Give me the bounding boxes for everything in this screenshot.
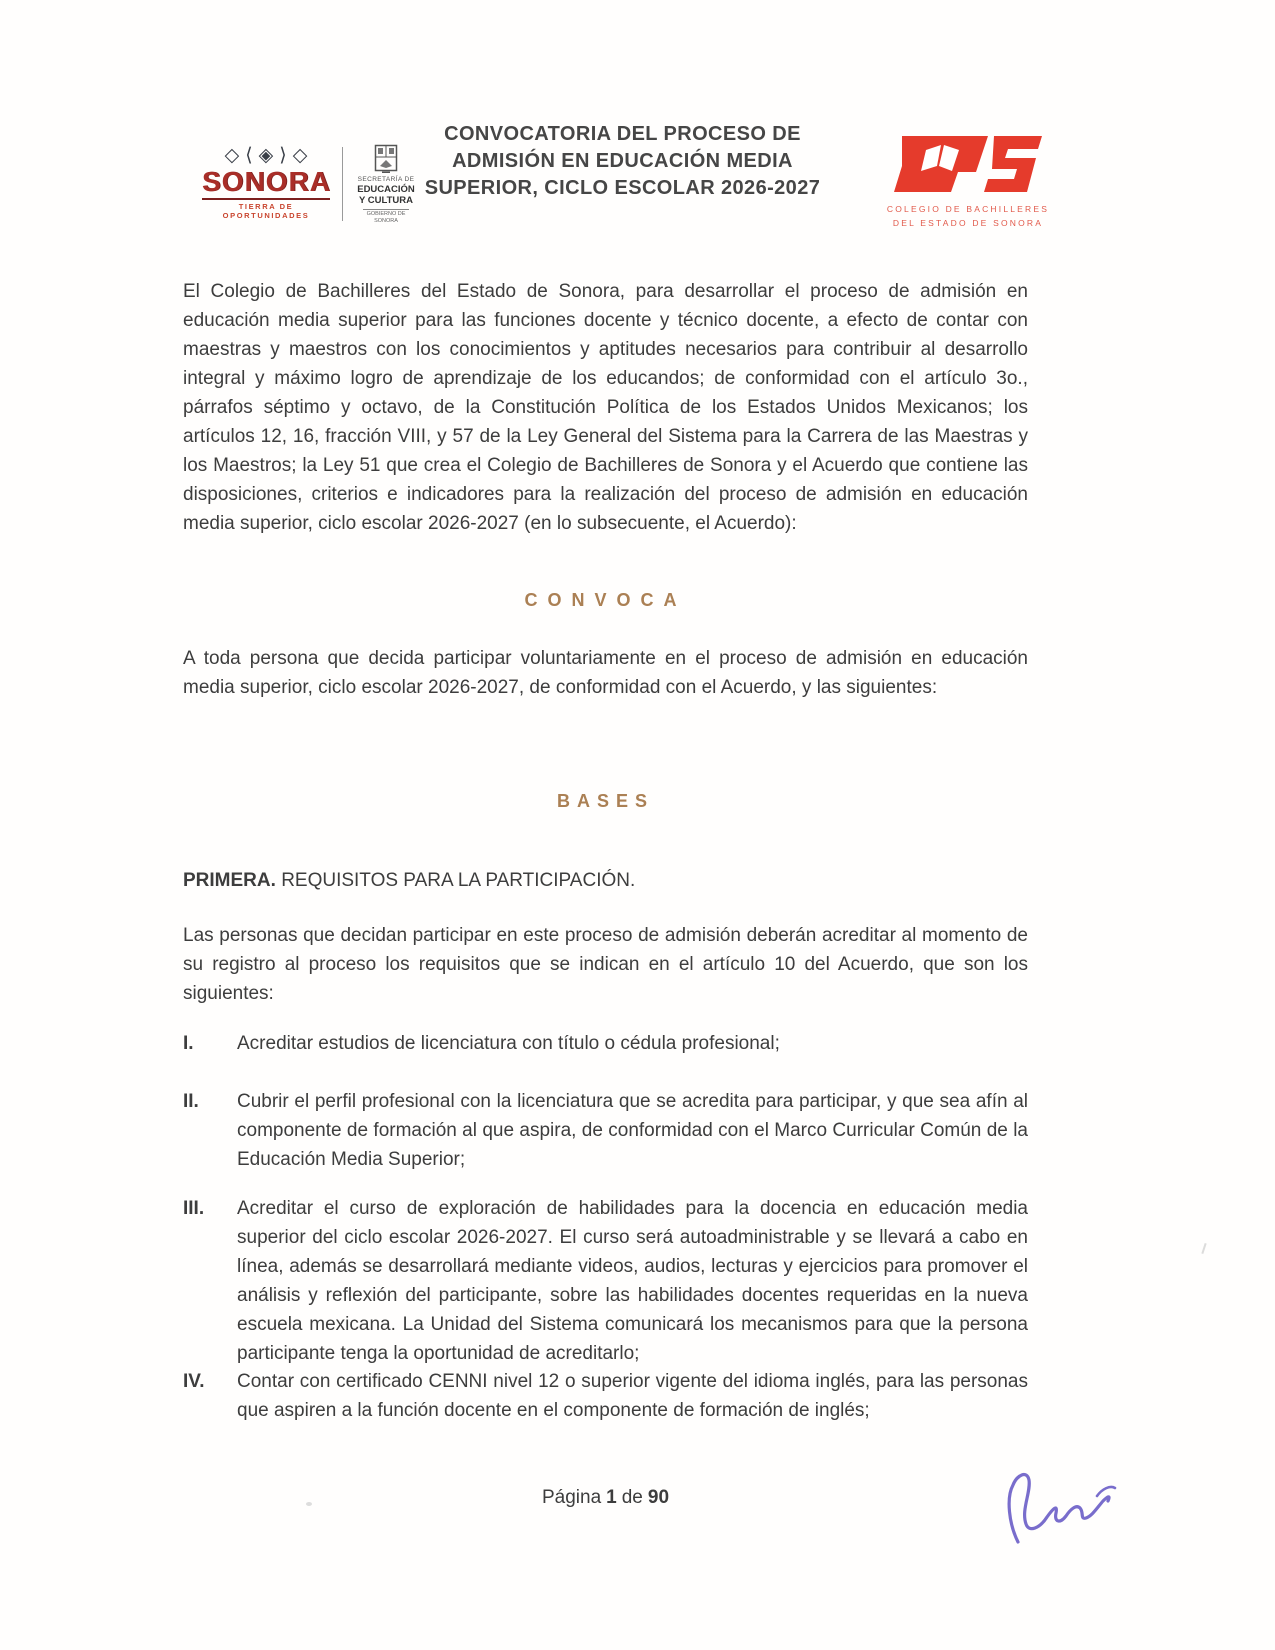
list-item-1-text: Acreditar estudios de licenciatura con título o cédula profesional; bbox=[237, 1033, 780, 1054]
primera-heading bbox=[183, 866, 1028, 895]
intro-paragraph: El Colegio de Bachilleres del Estado de Sonora, para desarrollar el proceso de admisión en educación media superior para las funciones docente y técnico docente, a efecto de contar con maestras y maestros con los conocimientos y aptitudes necesarios para contribuir al desarrollo integral y máximo logro de aprendizaje de los educandos; de conformidad con el artículo 3o., párrafos séptimo y octavo, de la Constitución Política de los Estados Unidos Mexicanos; los artículos 12, 16, fracción VIII, y 57 de la Ley General del Sistema para la Carrera de las Maestras y los Maestros; la Ley 51 que crea el Colegio de Bachilleres de Sonora y el Acuerdo que contiene las disposiciones, criterios e indicadores para la realización del proceso de admisión en educación media superior, ciclo escolar 2026-2027 (en lo subsecuente, el Acuerdo): bbox=[183, 281, 1028, 534]
title-line-2: ADMISIÓN EN EDUCACIÓN MEDIA bbox=[452, 150, 793, 172]
cobach-caption-line2: DEL ESTADO DE SONORA bbox=[892, 218, 1044, 228]
list-item-4-numeral: IV. bbox=[183, 1371, 205, 1392]
page-footer bbox=[183, 1486, 1028, 1510]
cobach-caption-line1: COLEGIO DE BACHILLERES bbox=[886, 204, 1050, 214]
cobach-logo bbox=[877, 132, 1059, 229]
convoca-paragraph: A toda persona que decida participar voluntariamente en el proceso de admisión en educación media superior, ciclo escolar 2026-2027, de conformidad con el Acuerdo, y las siguientes: bbox=[183, 648, 1028, 698]
list-item-3 bbox=[183, 1194, 1028, 1368]
requisitos-paragraph: Las personas que decidan participar en este proceso de admisión deberán acreditar al momento de su registro al proceso los requisitos que se indican en el artículo 10 del Acuerdo, que son los siguientes: bbox=[183, 925, 1028, 1004]
secretaria-line2: EDUCACIÓN bbox=[357, 184, 415, 195]
scan-speck bbox=[1201, 1243, 1206, 1254]
list-item-4-text: Contar con certificado CENNI nivel 12 o superior vigente del idioma inglés, para las personas que aspiren a la función docente en el componente de formación de inglés; bbox=[237, 1371, 1028, 1421]
scan-speck bbox=[306, 1502, 312, 1506]
sonora-wordmark: SONORA bbox=[202, 166, 331, 197]
footer-page-number: 1 bbox=[606, 1487, 617, 1508]
list-item-2-numeral: II. bbox=[183, 1091, 199, 1112]
gobierno-sonora-label: GOBIERNO DE SONORA bbox=[363, 209, 409, 225]
title-line-3: SUPERIOR, CICLO ESCOLAR 2026-2027 bbox=[424, 177, 821, 199]
secretaria-line1: SECRETARÍA DE bbox=[357, 176, 415, 183]
primera-label: PRIMERA. bbox=[183, 870, 276, 891]
list-item-4 bbox=[183, 1367, 1028, 1425]
secretaria-crest-icon bbox=[374, 144, 398, 174]
sonora-logo bbox=[202, 144, 330, 220]
list-item-1-numeral: I. bbox=[183, 1033, 194, 1054]
sonora-diamonds-icon: ◇⟨◈⟩◇ bbox=[224, 145, 314, 166]
cobach-cb-monogram-icon bbox=[888, 132, 1048, 196]
document-title bbox=[400, 121, 845, 202]
handwritten-signature bbox=[1002, 1458, 1127, 1553]
bases-heading: BASES bbox=[556, 791, 654, 811]
footer-page-label: Página bbox=[541, 1487, 602, 1508]
list-item-2 bbox=[183, 1087, 1028, 1174]
footer-of-label: de bbox=[621, 1487, 643, 1508]
footer-total-pages: 90 bbox=[647, 1487, 670, 1508]
sonora-tagline: TIERRA DE OPORTUNIDADES bbox=[202, 198, 330, 220]
list-item-3-numeral: III. bbox=[183, 1198, 205, 1219]
title-line-1: CONVOCATORIA DEL PROCESO DE bbox=[444, 123, 801, 145]
list-item-2-text: Cubrir el perfil profesional con la licenciatura que se acredita para participar, y que sea afín al componente de formación al que aspira, de conformidad con el Marco Curricular Común de la Educación Media Superior; bbox=[237, 1091, 1028, 1170]
logo-divider bbox=[342, 147, 343, 221]
convoca-heading: CONVOCA bbox=[524, 590, 687, 610]
secretaria-line3: Y CULTURA bbox=[358, 195, 413, 206]
primera-title-text: REQUISITOS PARA LA PARTICIPACIÓN. bbox=[281, 870, 636, 891]
sonora-secretaria-logo bbox=[202, 144, 417, 225]
list-item-3-text: Acreditar el curso de exploración de habilidades para la docencia en educación media superior del ciclo escolar 2026-2027. El curso será autoadministrable y se llevará a cabo en línea, además se desarrollará mediante videos, audios, lecturas y ejercicios para promover el análisis y reflexión del participante, sobre las habilidades docentes requeridas en la nueva escuela mexicana. La Unidad del Sistema comunicará los mecanismos para que la persona participante tenga la oportunidad de acreditarlo; bbox=[237, 1198, 1028, 1364]
list-item-1 bbox=[183, 1029, 1028, 1058]
